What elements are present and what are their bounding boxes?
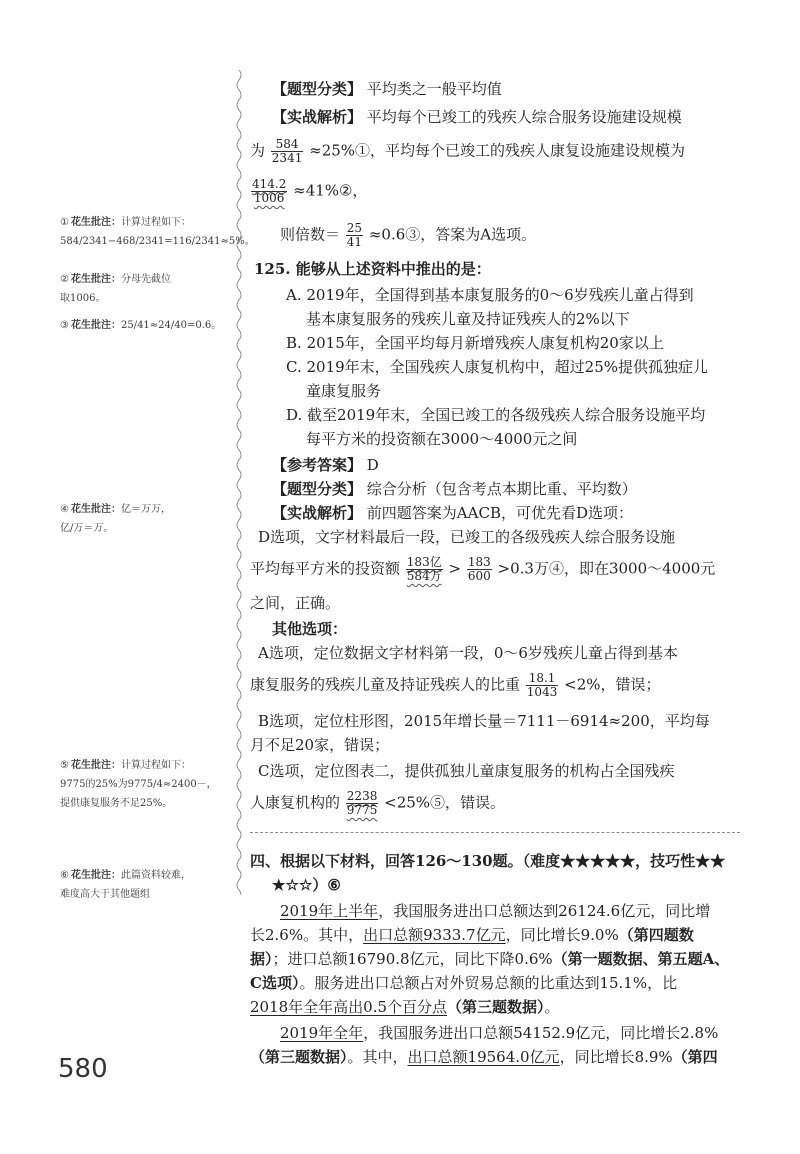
material-p2-line2: （第三题数据）。其中，出口总额19564.0亿元，同比增长8.9%（第四	[250, 1048, 718, 1066]
margin-note-1: ① 花生批注：计算过程如下： 584/2341−468/2341=116/2341≈5%。	[60, 217, 255, 247]
note-marker: ①	[60, 217, 69, 228]
q125-a-line2: 康复服务的残疾儿童及持证残疾人的比重 $\frac{18.1}{1043}$ <2%，错误；	[250, 671, 661, 699]
q125-option-c: C. 2019年末，全国残疾人康复机构中，超过25%提供孤独症儿	[286, 358, 709, 376]
fraction: $\frac{\text{183亿}}{\text{584万}}$	[406, 555, 442, 583]
q125-analysis: 【实战解析】 前四题答案为AACB，可优先看D选项：	[272, 504, 633, 522]
material-p2-line1: 2019年全年，我国服务进出口总额54152.9亿元，同比增长2.8%	[280, 1024, 719, 1042]
fraction: $\frac{25}{41}$	[346, 221, 363, 249]
q125-option-a: A. 2019年，全国得到基本康复服务的0～6岁残疾儿童占得到	[286, 286, 694, 304]
fraction: $\frac{2238}{9775}$	[346, 789, 378, 817]
margin-note-4: ④ 花生批注：亿＝万万， 亿/万＝万。	[60, 504, 171, 534]
fraction: $\frac{414.2}{1006}$	[252, 177, 287, 205]
fraction: $\frac{18.1}{1043}$	[526, 671, 558, 699]
margin-divider	[232, 70, 246, 895]
q124-analysis-line1: 【实战解析】 平均每个已竣工的残疾人综合服务设施建设规模	[272, 108, 682, 126]
note-marker: ④	[60, 504, 69, 515]
q125-option-a-cont: 基本康复服务的残疾儿童及持证残疾人的2%以下	[306, 310, 630, 328]
q125-option-b: B. 2015年，全国平均每月新增残疾人康复机构20家以上	[286, 334, 664, 352]
other-options-title: 其他选项：	[272, 620, 348, 638]
q125-b-line2: 月不足20家，错误；	[250, 736, 390, 754]
material-p1-line3: 据）；进口总额16790.8亿元，同比下降0.6%（第一题数据、第五题A、	[250, 950, 730, 968]
q125-option-d: D. 截至2019年末，全国已竣工的各级残疾人综合服务设施平均	[286, 406, 706, 424]
q124-analysis-line2: 为 $\frac{584}{2341}$ ≈25%①，平均每个已竣工的残疾人康复设施建设规模为	[250, 137, 686, 165]
q125-b-line1: B选项，定位柱形图，2015年增长量＝7111－6914≈200，平均每	[258, 712, 710, 730]
section-four-heading: 四、根据以下材料，回答126～130题。（难度★★★★★，技巧性★★	[250, 852, 726, 870]
section-divider	[250, 832, 740, 834]
note-marker: ②	[60, 274, 69, 285]
q125-stem: 125. 能够从上述资料中推出的是：	[254, 260, 491, 278]
q125-c-line1: C选项，定位图表二，提供孤独儿童康复服务的机构占全国残疾	[258, 762, 675, 780]
q125-a-line1: A选项，定位数据文字材料第一段，0～6岁残疾儿童占得到基本	[258, 644, 678, 662]
q124-analysis-line3: $\frac{414.2}{1006}$ ≈41%②，	[252, 177, 368, 205]
note-marker: ⑥	[60, 870, 69, 881]
fraction: $\frac{183}{600}$	[467, 555, 491, 583]
q125-type: 【题型分类】 综合分析（包含考点本期比重、平均数）	[272, 480, 637, 498]
margin-note-2: ② 花生批注：分母先截位 取1006。	[60, 274, 171, 304]
material-p1-line1: 2019年上半年，我国服务进出口总额达到26124.6亿元，同比增	[280, 902, 711, 920]
section-four-heading-cont: ★☆☆）⑥	[272, 876, 341, 894]
margin-note-3: ③ 花生批注：25/41≈24/40=0.6。	[60, 320, 222, 331]
margin-note-5: ⑤ 花生批注：计算过程如下： 9775的25%为9775/4≈2400－， 提供康复服务不足25%。	[60, 760, 217, 809]
q125-d-line1: D选项，文字材料最后一段，已竣工的各级残疾人综合服务设施	[258, 528, 676, 546]
q125-d-line3: 之间，正确。	[250, 594, 341, 612]
note-marker: ⑤	[60, 760, 69, 771]
material-p1-line5: 2018年全年高出0.5个百分点（第三题数据）。	[250, 998, 560, 1016]
q124-type: 【题型分类】 平均类之一般平均值	[272, 80, 502, 98]
page-number: 580	[58, 1054, 108, 1084]
q125-option-c-cont: 童康复服务	[306, 382, 382, 400]
q125-option-d-cont: 每平方米的投资额在3000～4000元之间	[306, 430, 578, 448]
q125-d-line2: 平均每平方米的投资额 $\frac{\text{183亿}}{\text{584万}}$ > $\frac{183}{600}$ >0.3万④，即在3000～4000元	[250, 555, 716, 583]
note-marker: ③	[60, 320, 69, 331]
material-p1-line2: 长2.6%。其中，出口总额9333.7亿元，同比增长9.0%（第四题数	[250, 926, 694, 944]
q125-c-line2: 人康复机构的 $\frac{2238}{9775}$ <25%⑤，错误。	[250, 789, 506, 817]
fraction: $\frac{584}{2341}$	[271, 137, 303, 165]
material-p1-line4: C选项）。服务进出口总额占对外贸易总额的比重达到15.1%，比	[250, 974, 678, 992]
margin-note-6: ⑥ 花生批注：此篇资料较难， 难度高大于其他题组	[60, 870, 191, 900]
q125-answer: 【参考答案】 D	[272, 456, 379, 474]
q124-analysis-line4: 则倍数＝ $\frac{25}{41}$ ≈0.6③，答案为A选项。	[280, 221, 537, 249]
